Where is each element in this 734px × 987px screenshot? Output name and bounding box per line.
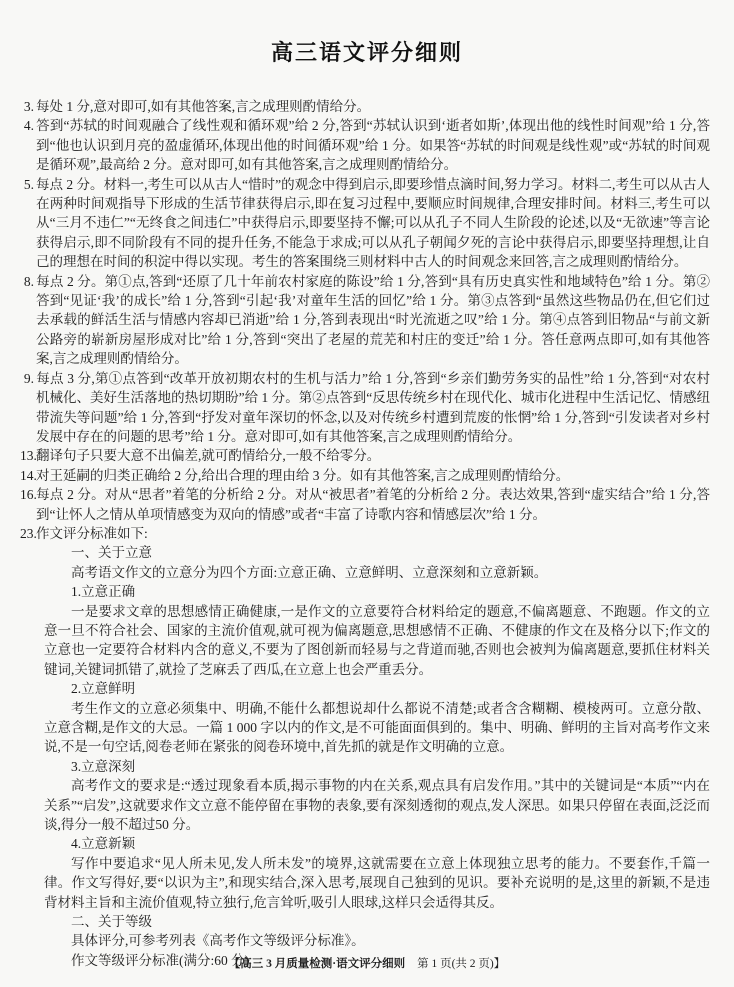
page-footer	[0, 955, 734, 971]
item-number: 9.	[23, 370, 34, 386]
rubric-item-14	[20, 466, 710, 485]
essay-standard-section	[44, 543, 710, 970]
item-number: 14.	[20, 467, 37, 483]
item-text: 对王延嗣的归类正确给 2 分,给出合理的理由给 3 分。如有其他答案,言之成理则酌情给分。	[36, 467, 570, 483]
rubric-item-4	[23, 116, 710, 174]
footer-source: 【高三 3 月质量检测·语文评分细则	[228, 958, 406, 970]
item-number: 3.	[23, 99, 34, 114]
item-number: 13.	[20, 448, 37, 464]
essay-sub3-heading: 3.立意深刻	[71, 758, 136, 774]
essay-sub4-heading: 4.立意新颖	[71, 836, 136, 852]
item-text: 作文评分标准如下:	[36, 525, 148, 541]
item-text: 每点 3 分,第①点答到“改革开放初期农村的生机与活力”给 1 分,答到“乡亲们勤劳务实的品性”给 1 分,答到“对农村机械化、美好生活落地的热切期盼”给 1 分。第②点答到“反思传统乡村在现代化、城市化进程中生活记忆、情感纽带流失等问题”给 1 分,答到“抒发对童年深切的怀念,以及对传统乡村遭到荒废的怅惘”给 1 分,答到“引发读者对乡村发展中存在的问题的思考”给 1 分。意对即可,如有其他答案,言之成理则酌情给分。	[36, 370, 710, 444]
rubric-item-9	[23, 369, 710, 447]
document-title: 高三语文评分细则	[270, 40, 463, 65]
essay-sub2-heading: 2.立意鲜明	[71, 681, 136, 697]
essay-section1-heading: 一、关于立意	[71, 545, 152, 561]
essay-section1-intro: 高考语文作文的立意分为四个方面:立意正确、立意鲜明、立意深刻和立意新颖。	[71, 564, 548, 580]
essay-sub3-body: 高考作文的要求是:“透过现象看本质,揭示事物的内在关系,观点具有启发作用。”其中的关键词是“本质”“内在关系”“启发”,这就要求作文立意不能停留在事物的表象,要有深刻透彻的观点,发人深思。如果只停留在表面,泛泛而谈,得分一般不超过50 分。	[44, 778, 710, 833]
item-text: 每点 2 分。对从“思者”着笔的分析给 2 分。对从“被思者”着笔的分析给 2 分。表达效果,答到“虚实结合”给 1 分,答到“让怀人之情从单项情感变为双向的情感”或者“丰富了诗歌内容和情感层次”给 1 分。	[36, 487, 710, 522]
item-text: 翻译句子只要大意不出偏差,就可酌情给分,一般不给零分。	[36, 448, 381, 464]
item-text: 每处 1 分,意对即可,如有其他答案,言之成理则酌情给分。	[36, 99, 371, 114]
rubric-item-23	[20, 524, 710, 543]
essay-sub4-body: 写作中要追求“见人所未见,发人所未发”的境界,这就需要在立意上体现独立思考的能力。不要套作,千篇一律。作文写得好,要“以识为主”,和现实结合,深入思考,展现自己独到的见识。要补充说明的是,这里的新颖,不是违背材料主旨和主流价值观,特立独行,危言耸听,吸引人眼球,这样只会适得其反。	[44, 855, 710, 910]
essay-section2-line1: 具体评分,可参考列表《高考作文等级评分标准》。	[71, 933, 365, 949]
item-number: 4.	[23, 118, 34, 134]
item-number: 8.	[23, 273, 34, 289]
essay-sub2-body: 考生作文的立意必须集中、明确,不能什么都想说却什么都说不清楚;或者含含糊糊、模棱两可。立意分散、立意含糊,是作文的大忌。一篇 1 000 字以内的作文,是不可能面面俱到的。集中、明确、鲜明的主旨对高考作文来说,不是一句空话,阅卷老师在紧张的阅卷环境中,首先抓的就是作文明确的立意。	[44, 700, 710, 755]
document-body	[20, 97, 710, 970]
rubric-item-8	[23, 272, 710, 369]
rubric-item-13	[20, 446, 710, 465]
footer-page-number: 第 1 页(共 2 页)】	[417, 958, 506, 970]
rubric-item-16	[20, 485, 710, 524]
item-text: 每点 2 分。第①点,答到“还原了几十年前农村家庭的陈设”给 1 分,答到“具有历史真实性和地域特色”给 1 分。第②答到“见证‘我’的成长”给 1 分,答到“引起‘我’对童年生活的回忆”给 1 分。第③点答到“虽然这些物品仍在,但它们过去承载的鲜活生活与情感内容却已消逝”给 1 分,答到表现出“时光流逝之叹”给 1 分。第④点答到旧物品“与前文新公路旁的崭新房屋形成对比”给 1 分,答到“突出了老屋的荒芜和村庄的变迁”给 1 分。答任意两点即可,如有其他答案,言之成理则酌情给分。	[36, 273, 710, 367]
essay-section2-line2: 作文等级评分标准(满分:60 分)	[71, 952, 250, 968]
item-text: 每点 2 分。材料一,考生可以从古人“惜时”的观念中得到启示,即要珍惜点滴时间,努力学习。材料二,考生可以从古人在两种时间观指导下形成的生活节律获得启示,即在复习过程中,要顺应时间规律,合理安排时间。材料三,考生可以从“三月不违仁”“无终食之间违仁”中获得启示,即要坚持不懈;可以从孔子不同人生阶段的论述,以及“无欲速”等言论获得启示,即不同阶段有不同的提升任务,不能急于求成;可以从孔子朝闻夕死的言论中获得启示,即要坚持理想,让自己的理想在时间的积淀中得以实现。考生的答案围绕三则材料中古人的时间观念来回答,言之成理则酌情给分。	[36, 176, 710, 270]
essay-sub1-heading: 1.立意正确	[71, 584, 136, 600]
essay-sub1-body: 一是要求文章的思想感情正确健康,一是作文的立意要符合材料给定的题意,不偏离题意、不跑题。作文的立意一旦不符合社会、国家的主流价值观,就可视为偏离题意,思想感情不正确、不健康的作文在及格分以下;作文的立意也一定要符合材料内含的意义,不要为了图创新而轻易与之背道而驰,否则也会被判为偏离题意,要抓住材料关键词,关键词抓错了,就捡了芝麻丢了西瓜,在立意上也会严重丢分。	[44, 603, 710, 677]
item-number: 16.	[20, 487, 37, 503]
rubric-item-3	[23, 97, 710, 116]
item-text: 答到“苏轼的时间观融合了线性观和循环观”给 2 分,答到“苏轼认识到‘逝者如斯’,体现出他的线性时间观”给 1 分,答到“他也认识到月亮的盈虚循环,体现出他的时间循环观”给 1 分。如果答“苏轼的时间观是线性观”或“苏轼的时间观是循环观”,最高给 2 分。意对即可,如有其他答案,言之成理则酌情给分。	[36, 118, 710, 173]
item-number: 5.	[23, 176, 34, 192]
essay-section2-heading: 二、关于等级	[71, 914, 152, 930]
rubric-item-5	[23, 175, 710, 272]
item-number: 23.	[20, 525, 37, 541]
